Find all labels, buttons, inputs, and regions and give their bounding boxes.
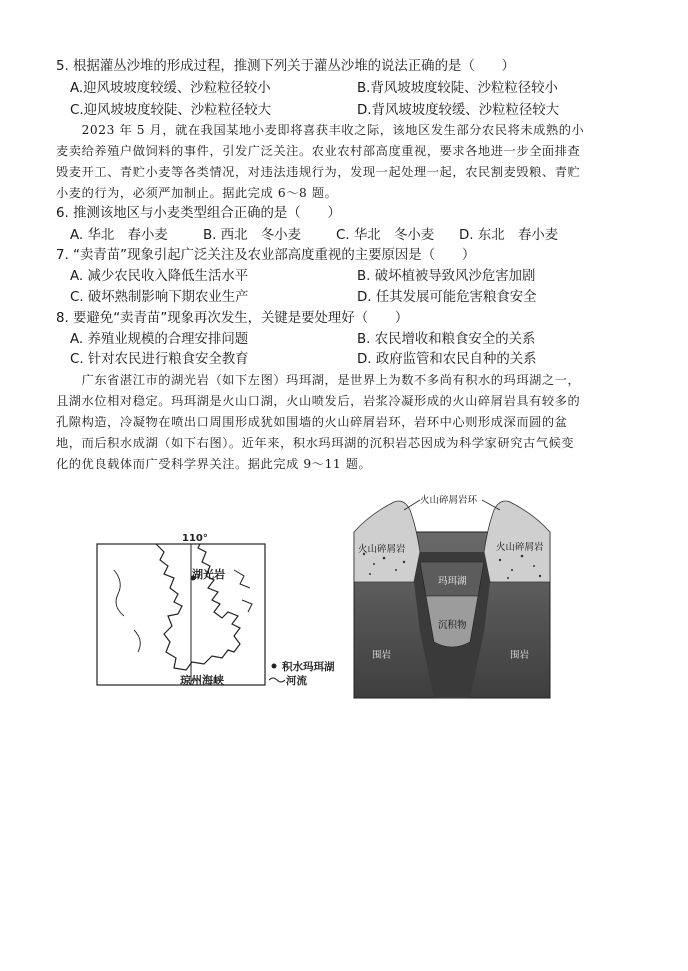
q6-option-b[interactable]: B. 西北 冬小麦 bbox=[203, 228, 302, 243]
q6-option-a[interactable]: A. 华北 春小麦 bbox=[70, 228, 168, 243]
q6-option-c[interactable]: C. 华北 冬小麦 bbox=[336, 228, 435, 243]
passage2-line-3: 孔隙构造，冷凝物在喷出口周围形成犹如围墙的火山碎屑岩环，岩环中心则形成深而圆的盆 bbox=[56, 415, 568, 429]
passage1-line-1: 2023 年 5 月，就在我国某地小麦即将喜获丰收之际，该地区发生部分农民将未成熟的小 bbox=[56, 123, 585, 137]
legend-lake-label: 积水玛珥湖 bbox=[282, 661, 335, 673]
passage1-line-4: 小麦的行为，必须严加制止。据此完成 6～8 题。 bbox=[56, 186, 338, 200]
sediment-label: 沉积物 bbox=[438, 620, 467, 631]
q8-option-b[interactable]: B. 农民增收和粮食安全的关系 bbox=[357, 332, 536, 347]
passage2-line-4: 地，而后积水成湖（如下右图）。近年来，积水玛珥湖的沉积岩芯因成为科学家研究古气候变 bbox=[56, 436, 575, 450]
q5-option-c[interactable]: C.迎风坡坡度较陡、沙粒粒径较大 bbox=[70, 103, 272, 118]
q5-option-a[interactable]: A.迎风坡坡度较缓、沙粒粒径较小 bbox=[70, 81, 271, 96]
right-tuff-label: 火山碎屑岩 bbox=[496, 542, 544, 553]
strait-label: 琼州海峡 bbox=[180, 674, 224, 687]
q5-option-b[interactable]: B.背风坡坡度较陡、沙粒粒径较小 bbox=[357, 81, 558, 96]
maar-cross-section bbox=[350, 492, 554, 702]
passage2-line-1: 广东省湛江市的湖光岩（如下左图）玛珥湖，是世界上为数不多尚有积水的玛珥湖之一， bbox=[56, 373, 581, 387]
lake-label: 玛珥湖 bbox=[438, 576, 467, 587]
q6-option-d[interactable]: D. 东北 春小麦 bbox=[459, 228, 559, 243]
tuff-ring-left bbox=[354, 501, 420, 582]
passage1-line-3: 毁麦开工、青贮小麦等各类情况，对违法违规行为，发现一起处理一起，农民割麦毁粮、青贮 bbox=[56, 165, 581, 179]
passage1-line-2: 麦卖给养殖户做饲料的事件，引发广泛关注。农业农村部高度重视，要求各地进一步全面排查 bbox=[56, 144, 581, 158]
left-wall-label: 围岩 bbox=[372, 650, 392, 661]
q6-stem: 6. 推测该地区与小麦类型组合正确的是（ ） bbox=[56, 206, 341, 221]
right-wall-label: 围岩 bbox=[510, 650, 530, 661]
q7-option-b[interactable]: B. 破坏植被导致风沙危害加剧 bbox=[357, 269, 536, 284]
q8-option-c[interactable]: C. 针对农民进行粮食安全教育 bbox=[70, 352, 249, 367]
q8-option-d[interactable]: D. 政府监管和农民自种的关系 bbox=[357, 352, 537, 367]
q7-option-d[interactable]: D. 任其发展可能危害粮食安全 bbox=[357, 290, 537, 305]
place-label: 湖光岩 bbox=[192, 568, 225, 581]
q8-option-a[interactable]: A. 养殖业规模的合理安排问题 bbox=[70, 332, 249, 347]
passage2-line-5: 化的优良载体而广受科学界关注。据此完成 9～11 题。 bbox=[56, 457, 372, 471]
ring-label: 火山碎屑岩环 bbox=[420, 495, 478, 506]
legend-lake-icon bbox=[272, 664, 277, 669]
q5-option-d[interactable]: D.背风坡坡度较缓、沙粒粒径较大 bbox=[357, 103, 560, 118]
legend-river-label: 河流 bbox=[286, 675, 307, 687]
left-tuff-label: 火山碎屑岩 bbox=[358, 544, 406, 555]
q8-stem: 8. 要避免“卖青苗”现象再次发生，关键是要处理好（ ） bbox=[56, 311, 409, 326]
location-map bbox=[94, 530, 364, 700]
meridian-label: 110° bbox=[182, 533, 208, 544]
passage2-line-2: 且湖水位相对稳定。玛珥湖是火山口湖，火山喷发后，岩浆冷凝形成的火山碎屑岩具有较多的 bbox=[56, 394, 581, 408]
q7-option-c[interactable]: C. 破坏熟制影响下期农业生产 bbox=[70, 290, 249, 305]
q5-stem: 5. 根据灌丛沙堆的形成过程，推测下列关于灌丛沙堆的说法正确的是（ ） bbox=[56, 59, 515, 74]
q7-stem: 7. “卖青苗”现象引起广泛关注及农业部高度重视的主要原因是（ ） bbox=[56, 248, 476, 263]
q7-option-a[interactable]: A. 减少农民收入降低生活水平 bbox=[70, 269, 249, 284]
legend-river-icon bbox=[269, 678, 285, 682]
